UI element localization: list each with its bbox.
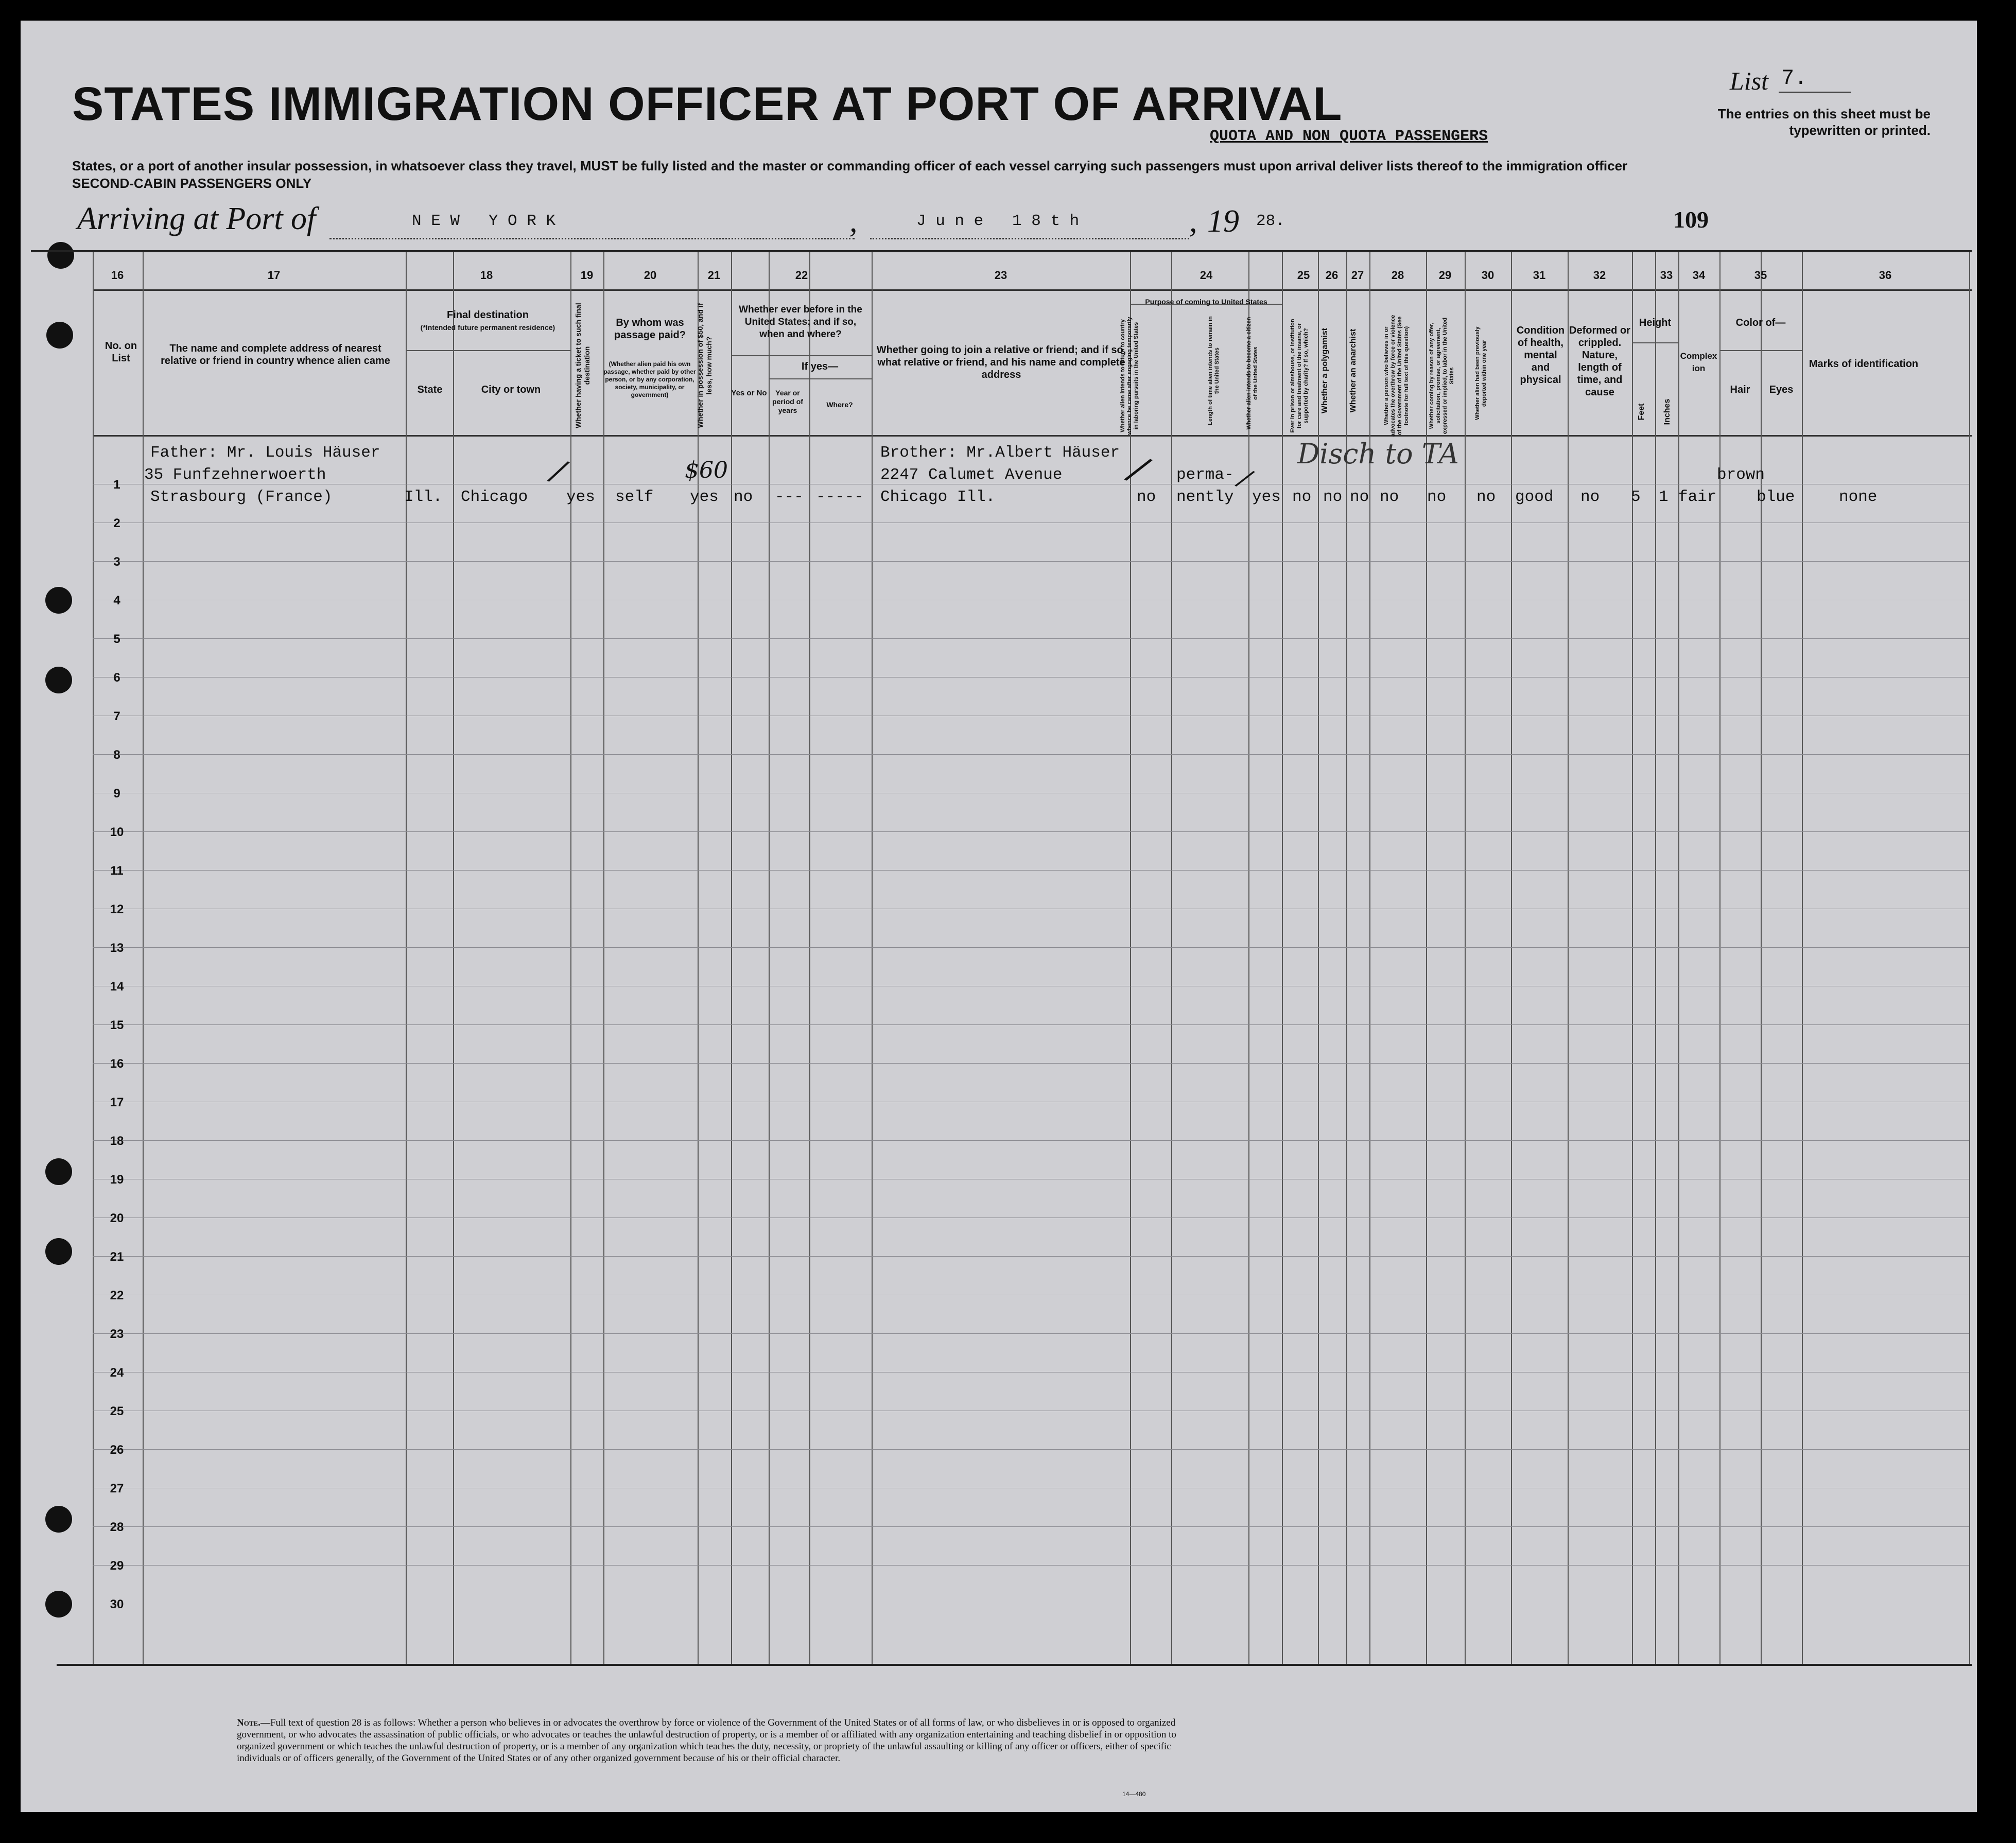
header-marks: Marks of identification [1809,358,1919,370]
binder-hole [46,322,73,349]
row-number: 8 [113,748,120,762]
binder-hole [45,587,72,614]
state-value: Ill. [404,488,443,506]
form-number: 14—480 [1122,1790,1146,1798]
row-number: 29 [110,1559,124,1573]
hair-value: brown [1717,466,1765,484]
row-number: 17 [110,1096,124,1109]
row-divider [93,870,1969,871]
header-before-in-us: Whether ever before in the United States; and if so, when and where? [739,304,862,340]
instructions-line-2: SECOND-CABIN PASSENGERS ONLY [72,176,312,191]
row-number: 9 [113,787,120,801]
column-divider [769,252,770,1664]
period-value: --- [775,488,804,506]
header-feet: Feet [1637,403,1646,421]
check-mark: / [547,452,570,490]
row-divider [93,754,1969,755]
header-subdivider [406,350,570,351]
header-return-intent: Whether alien intends to return to country whence he came after engaging temporarily in laboring pursuits in the United States [1120,317,1139,435]
join-line-1: Brother: Mr.Albert Häuser [880,444,1120,462]
header-purpose: Purpose of coming to United States [1145,298,1267,306]
list-underline [1779,92,1851,93]
header-anarchist: Whether an anarchist [1349,328,1358,413]
row-number: 7 [113,709,120,723]
row-divider [93,561,1969,562]
header-passage-paid: By whom was passage paid? [614,317,686,341]
column-divider [809,252,810,1664]
date-value: J u n e 1 8 t h [916,212,1080,230]
column-divider [143,252,144,1664]
join-line-2: 2247 Calumet Avenue [880,466,1063,484]
anarchist-value: no [1350,488,1369,506]
column-number: 24 [1200,269,1213,282]
instructions [72,157,1771,192]
column-number: 34 [1692,269,1706,282]
column-number: 27 [1351,269,1364,282]
header-health: Condition of health, mental and physical [1516,325,1565,386]
feet-value: 5 [1631,488,1641,506]
column-divider [1802,252,1803,1664]
polygamist-value: no [1323,488,1343,506]
row-divider [93,1449,1969,1450]
header-subdivider [731,355,872,356]
port-comma: , [849,204,858,239]
port-value: N E W Y O R K [412,212,556,230]
page-title: STATES IMMIGRATION OFFICER AT PORT OF ARRIVAL [72,78,1343,130]
column-number: 26 [1325,269,1339,282]
year-suffix: 28. [1256,212,1285,230]
header-passage-paid-note: (Whether alien paid his own passage, whether paid by other person, or by any corporation, society, municipality, or government) [603,360,696,398]
relative-line-2: 35 Funfzehnerwoerth [144,466,326,484]
binder-hole [45,1591,72,1618]
row-number: 1 [113,478,120,492]
header-subdivider [1719,350,1802,351]
ticket-value: yes [566,488,595,506]
column-divider [603,252,604,1664]
row-number: 27 [110,1482,124,1496]
row-divider [93,1063,1969,1064]
row-number: 13 [110,941,124,955]
column-divider [1655,252,1656,1664]
binder-hole [45,1506,72,1533]
column-number: 29 [1438,269,1452,282]
port-line [329,238,855,239]
column-divider [1678,252,1679,1664]
column-number: 25 [1297,269,1310,282]
header-length-of-stay: Length of time alien intends to remain in the United States [1207,316,1220,425]
header-no-on-list: No. on List [105,340,137,364]
overthrow-value: no [1380,488,1399,506]
relative-line-3: Strasbourg (France) [150,488,333,506]
row-divider [93,1526,1969,1527]
row-number: 11 [110,864,124,878]
row-divider [93,1565,1969,1566]
handwritten-annotation: Disch to TA [1297,438,1459,470]
column-number: 30 [1481,269,1494,282]
row-number: 24 [110,1366,124,1380]
header-yes-no: Yes or No [731,389,767,397]
length-line-1: perma- [1176,466,1234,484]
row-divider [93,1333,1969,1334]
column-divider [1171,252,1172,1664]
column-number: 36 [1879,269,1892,282]
row-number: 28 [110,1520,124,1534]
row-number: 19 [110,1173,124,1187]
row-number: 14 [110,980,124,994]
column-number: 21 [707,269,721,282]
column-number: 19 [580,269,594,282]
row-number: 25 [110,1404,124,1418]
citizen-value: yes [1252,488,1281,506]
money-value: yes [690,488,719,506]
row-number: 18 [110,1134,124,1148]
row-number: 26 [110,1443,124,1457]
footnote-text: —Full text of question 28 is as follows: Whether a person who believes in or advocates the overthrow by force or violence of the Government of the United States or of all forms of law, or who disbelieves in or is opposed to organized government, or who advocates the assassination of public officials, or who advocates or teaches the unlawful destruction of property, or is a member of or affiliated with any organization entertaining and teaching disbelief in or opposition to organized government or which teaches the unlawful destruction of property, or is a member of any organization which teaches the duty, necessity, or propriety of the unlawful assaulting or killing of any officer or officers, either of specific individuals or of officers generally, of the Government of the United States or of any other organized government because of his or their official character. [237,1717,1176,1764]
row-divider [93,831,1969,832]
column-divider [1632,252,1633,1664]
colnum-bottom-border [93,289,1972,291]
before-in-us-value: no [734,488,753,506]
header-money: Whether in possession of $50, and if less, how much? [696,303,713,428]
row-number: 5 [113,632,120,646]
column-number: 20 [644,269,657,282]
footnote [237,1717,1215,1764]
row-number: 10 [110,825,124,839]
health-value: good [1515,488,1554,506]
column-number: 16 [111,269,124,282]
row-number: 3 [113,555,120,569]
column-number: 31 [1533,269,1546,282]
binder-hole [45,1238,72,1265]
column-divider [731,252,732,1664]
prison-value: no [1292,488,1312,506]
length-line-2: nently [1176,488,1234,506]
header-period: Year or period of years [772,389,803,414]
column-number: 23 [994,269,1007,282]
column-number: 33 [1660,269,1673,282]
footnote-label: Note. [237,1717,260,1728]
row-number: 4 [113,594,120,607]
column-divider [1969,252,1970,1664]
header-city: City or town [481,384,541,395]
relative-line-1: Father: Mr. Louis Häuser [150,444,380,462]
row-divider [93,947,1969,948]
column-number: 17 [267,269,281,282]
column-divider [1719,252,1720,1664]
header-join-relative: Whether going to join a relative or friend; and if so, what relative or friend, and his name and complete address [876,344,1126,380]
city-value: Chicago [461,488,528,506]
row-number: 2 [113,516,120,530]
money-handwritten: $60 [685,457,728,483]
header-complexion: Complexion [1680,351,1717,373]
passage-value: self [615,488,654,506]
return-intent-value: no [1137,488,1156,506]
inches-value: 1 [1659,488,1669,506]
binder-hole [47,242,74,269]
column-number: 28 [1391,269,1404,282]
row-number: 20 [110,1211,124,1225]
join-line-3: Chicago Ill. [880,488,996,506]
header-overthrow: Whether a person who believes in or advocates the overthrow by force or violence of the Government of the United States (See footnote for full text of this question) [1383,315,1410,437]
header-become-citizen: Whether alien intends to become a citizen of the United States [1246,317,1259,430]
arriving-label: Arriving at Port of [77,201,316,236]
header-relative-address: The name and complete address of nearest relative or friend in country whence alien came [161,343,390,367]
row-number: 22 [110,1289,124,1302]
column-number: 32 [1593,269,1606,282]
check-mark: / [1235,463,1256,494]
header-ticket: Whether having a ticket to such final destination [574,303,591,428]
check-mark: / [1124,447,1153,491]
row-number: 6 [113,671,120,685]
list-number: 7. [1781,66,1808,91]
deported-value: no [1476,488,1496,506]
eyes-value: blue [1757,488,1795,506]
row-divider [93,1024,1969,1025]
labor-offer-value: no [1427,488,1447,506]
column-divider [1511,252,1512,1664]
date-comma: , [1189,204,1197,239]
deformed-value: no [1580,488,1600,506]
table-bottom-border [57,1664,1972,1666]
row-number: 23 [110,1327,124,1341]
header-polygamist: Whether a polygamist [1320,327,1329,414]
entries-note: The entries on this sheet must be typewritten or printed. [1717,106,1931,138]
column-divider [1465,252,1466,1664]
header-height: Height [1639,317,1672,328]
row-number: 12 [110,902,124,916]
header-if-yes: If yes— [801,361,839,372]
where-value: ----- [816,488,864,506]
table-top-border [31,250,1972,252]
header-subdivider [769,378,872,379]
column-divider [453,252,454,1664]
header-color-of: Color of— [1735,317,1786,328]
header-subdivider [1632,342,1678,343]
header-hair: Hair [1730,384,1750,395]
column-divider [1282,252,1283,1664]
header-eyes: Eyes [1769,384,1794,395]
column-divider [1568,252,1569,1664]
column-divider [406,252,407,1664]
year-prefix: 19 [1207,204,1239,239]
row-divider [93,1140,1969,1141]
row-number: 30 [110,1597,124,1611]
row-number: 21 [110,1250,124,1264]
marks-value: none [1839,488,1878,506]
header-inches: Inches [1663,398,1672,425]
quota-label: QUOTA AND NON QUOTA PASSENGERS [1210,128,1488,145]
instructions-line-1: States, or a port of another insular possession, in whatsoever class they travel, MUST be fully listed and the master or commanding officer of each vessel carrying such passengers must upon arrival deliver lists thereof to the immigration officer [72,158,1628,173]
header-labor-offer: Whether coming by reason of any offer, solicitation, promise, or agreement, expressed or implied, to labor in the United States [1429,317,1455,434]
column-number: 35 [1754,269,1767,282]
column-divider [1761,252,1762,1664]
row-number: 15 [110,1018,124,1032]
column-number: 22 [795,269,808,282]
complexion-value: fair [1678,488,1717,506]
page-number: 109 [1673,206,1709,233]
row-divider [93,638,1969,639]
column-divider [570,252,571,1664]
header-final-destination: Final destination [447,309,529,321]
header-deported: Whether alien had been previously deported within one year [1474,326,1487,420]
header-deformed: Deformed or crippled. Nature, length of time, and cause [1569,325,1630,398]
binder-hole [45,1158,72,1185]
header-bottom-border [93,435,1972,437]
header-state: State [417,384,443,395]
binder-hole [45,667,72,693]
row-number: 16 [110,1057,124,1071]
list-label: List [1730,66,1769,95]
header-where: Where? [826,401,853,409]
column-divider [872,252,873,1664]
header-prison: Ever in prison or almshouse, or institution for care and treatment of the insane, or supported by charity? If so, which? [1290,319,1309,433]
date-line [870,238,1189,239]
row-divider [93,1256,1969,1257]
column-divider [1130,252,1131,1664]
column-number: 18 [480,269,493,282]
header-final-destination-note: (*Intended future permanent residence) [420,323,555,332]
